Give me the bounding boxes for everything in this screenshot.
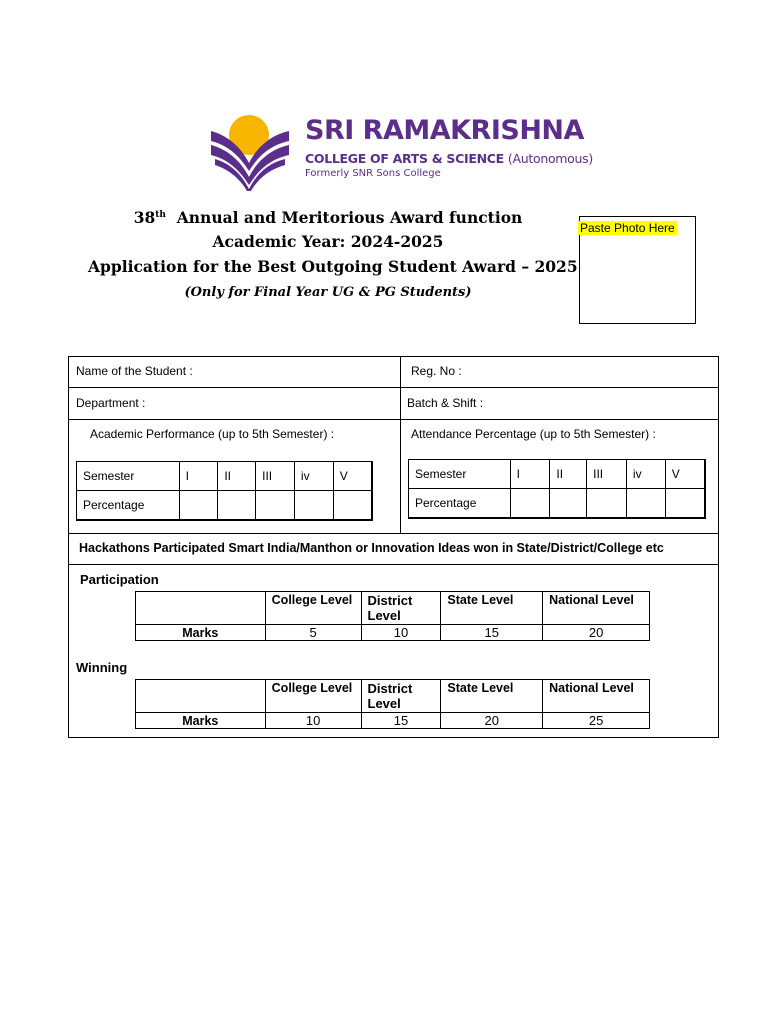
- semester-header: Semester: [77, 462, 180, 491]
- attendance-col-2: II: [550, 460, 587, 489]
- academic-performance-label: Academic Performance (up to 5th Semester) :: [90, 427, 335, 441]
- table-row: [136, 680, 650, 713]
- attendance-cell-3[interactable]: [587, 489, 627, 518]
- heading-number: 38: [133, 208, 156, 227]
- semester-col-1: I: [179, 462, 218, 491]
- logo-college-text: COLLEGE OF ARTS & SCIENCE: [305, 151, 504, 166]
- college-logo: [209, 113, 593, 191]
- logo-autonomous: (Autonomous): [507, 151, 593, 166]
- participation-title: Participation: [80, 572, 159, 587]
- attendance-col-5: V: [665, 460, 705, 489]
- attendance-percentage-label: Attendance Percentage (up to 5th Semester) :: [411, 427, 656, 441]
- table-row: [77, 462, 373, 491]
- percentage-cell-4[interactable]: [294, 491, 333, 520]
- attendance-percentage-header: Percentage: [409, 489, 511, 518]
- table-row: [77, 491, 373, 520]
- winning-blank-header: [136, 680, 266, 713]
- student-name-label: Name of the Student :: [76, 364, 193, 378]
- heading-award-text: Annual and Meritorious Award function: [165, 208, 523, 227]
- attendance-cell-4[interactable]: [626, 489, 665, 518]
- winning-marks-district: 15: [361, 713, 441, 729]
- participation-marks-table: [135, 591, 650, 641]
- participation-college-level: College Level: [265, 592, 361, 625]
- percentage-header: Percentage: [77, 491, 180, 520]
- form-divider-row1: [69, 387, 718, 388]
- application-form: [68, 356, 719, 738]
- table-row: [409, 489, 706, 518]
- winning-marks-college: 10: [265, 713, 361, 729]
- attendance-semester-header: Semester: [409, 460, 511, 489]
- participation-blank-header: [136, 592, 266, 625]
- attendance-semester-table: [408, 459, 706, 519]
- form-divider-row4: [69, 564, 718, 565]
- logo-formerly: Formerly SNR Sons College: [305, 168, 441, 179]
- logo-emblem-icon: [209, 113, 304, 191]
- attendance-col-1: I: [510, 460, 550, 489]
- participation-marks-college: 5: [265, 625, 361, 641]
- attendance-cell-5[interactable]: [665, 489, 705, 518]
- heading-ordinal: th: [155, 209, 166, 220]
- participation-marks-state: 15: [441, 625, 543, 641]
- attendance-cell-2[interactable]: [550, 489, 587, 518]
- reg-no-label: Reg. No :: [411, 364, 462, 378]
- heading-application-title: Application for the Best Outgoing Student Award – 2025: [88, 257, 578, 276]
- winning-national-level: National Level: [543, 680, 650, 713]
- participation-district-level: District Level: [361, 592, 441, 625]
- batch-shift-label: Batch & Shift :: [407, 396, 484, 410]
- percentage-cell-5[interactable]: [333, 491, 372, 520]
- winning-marks-table: [135, 679, 650, 729]
- table-row: [136, 713, 650, 729]
- participation-marks-national: 20: [543, 625, 650, 641]
- form-divider-row2: [69, 419, 718, 420]
- participation-national-level: National Level: [543, 592, 650, 625]
- attendance-col-4: iv: [626, 460, 665, 489]
- participation-marks-label: Marks: [136, 625, 266, 641]
- percentage-cell-1[interactable]: [179, 491, 218, 520]
- table-row: [136, 592, 650, 625]
- winning-title: Winning: [76, 660, 128, 675]
- heading-eligibility-note: (Only for Final Year UG & PG Students): [184, 285, 472, 300]
- winning-district-level: District Level: [361, 680, 441, 713]
- winning-college-level: College Level: [265, 680, 361, 713]
- semester-col-4: iv: [294, 462, 333, 491]
- semester-col-2: II: [218, 462, 256, 491]
- participation-state-level: State Level: [441, 592, 543, 625]
- percentage-cell-2[interactable]: [218, 491, 256, 520]
- department-label: Department :: [76, 396, 146, 410]
- form-divider-vertical: [400, 357, 401, 534]
- table-row: [409, 460, 706, 489]
- attendance-cell-1[interactable]: [510, 489, 550, 518]
- table-row: [136, 625, 650, 641]
- heading-academic-year: Academic Year: 2024-2025: [212, 232, 444, 251]
- semester-col-5: V: [333, 462, 372, 491]
- winning-state-level: State Level: [441, 680, 543, 713]
- form-divider-row3: [69, 533, 718, 534]
- winning-marks-national: 25: [543, 713, 650, 729]
- semester-col-3: III: [256, 462, 295, 491]
- percentage-cell-3[interactable]: [256, 491, 295, 520]
- winning-marks-state: 20: [441, 713, 543, 729]
- heading-award-function: [88, 208, 568, 227]
- photo-label: Paste Photo Here: [580, 221, 675, 235]
- photo-box[interactable]: [579, 216, 696, 324]
- academic-semester-table: [76, 461, 373, 521]
- winning-marks-label: Marks: [136, 713, 266, 729]
- logo-brand-name: SRI RAMAKRISHNA: [305, 115, 584, 146]
- attendance-col-3: III: [587, 460, 627, 489]
- logo-college-name: [305, 151, 593, 166]
- participation-marks-district: 10: [361, 625, 441, 641]
- hackathon-section-title: Hackathons Participated Smart India/Manthon or Innovation Ideas won in State/District/College etc: [79, 541, 664, 555]
